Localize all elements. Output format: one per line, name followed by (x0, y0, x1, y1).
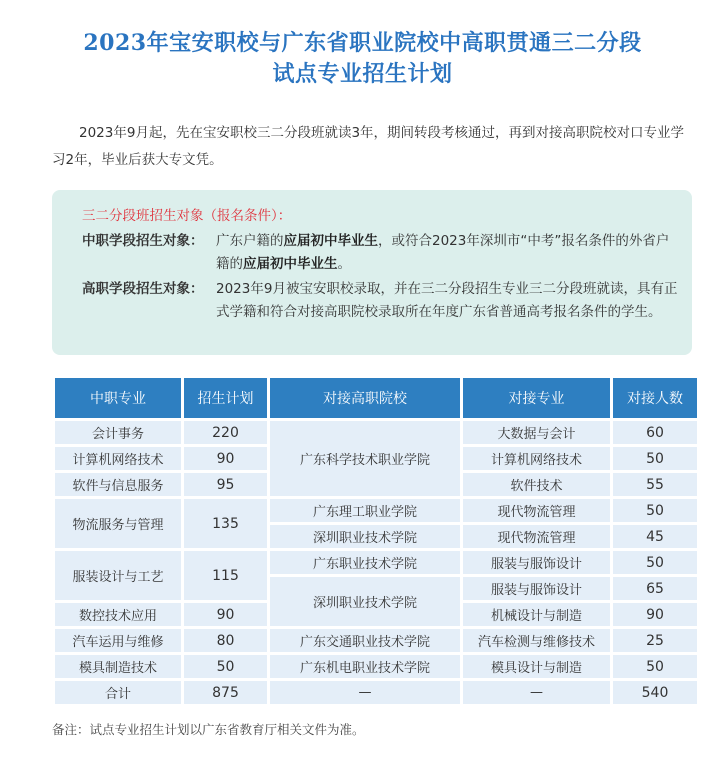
enrollment-table (52, 375, 700, 707)
text-segment: ，或符合2023年深圳市“中考”报名条件的外省户籍的 (216, 233, 670, 272)
count-cell: 60 (613, 421, 697, 444)
plan-cell: 220 (184, 421, 267, 444)
criteria-higher-text: 2023年9月被宝安职校录取，并在三二分段招生专业三二分段班就读，具有正式学籍和符合对接高职院校录取所在年度广东省普通高考报名条件的学生。 (216, 281, 678, 320)
total-count-cell: 540 (613, 681, 697, 704)
target-major-cell: 机械设计与制造 (463, 603, 610, 626)
criteria-secondary-label: 中职学段招生对象： (82, 233, 204, 249)
header-cell: 对接专业 (463, 378, 610, 418)
target-major-cell: 现代物流管理 (463, 499, 610, 522)
target-major-cell: 服装与服饰设计 (463, 551, 610, 574)
criteria-heading: 三二分段班招生对象（报名条件）： (82, 208, 292, 224)
table-row (55, 551, 697, 574)
count-cell: 90 (613, 603, 697, 626)
major-cell: 物流服务与管理 (55, 499, 181, 548)
header-cell: 招生计划 (184, 378, 267, 418)
criteria-panel (52, 190, 692, 355)
table-row (55, 421, 697, 444)
major-cell: 会计事务 (55, 421, 181, 444)
count-cell: 45 (613, 525, 697, 548)
target-major-cell: 模具设计与制造 (463, 655, 610, 678)
count-cell: 50 (613, 447, 697, 470)
target-major-cell: 汽车检测与维修技术 (463, 629, 610, 652)
plan-cell: 135 (184, 499, 267, 548)
plan-cell: 115 (184, 551, 267, 600)
college-cell: 广东理工职业学院 (270, 499, 460, 522)
count-cell: 50 (613, 499, 697, 522)
college-cell: 广东科学技术职业学院 (270, 421, 460, 496)
criteria-secondary-text (216, 230, 681, 276)
college-cell: 广东机电职业技术学院 (270, 655, 460, 678)
count-cell: 65 (613, 577, 697, 600)
major-cell: 汽车运用与维修 (55, 629, 181, 652)
header-cell: 中职专业 (55, 378, 181, 418)
major-cell: 服装设计与工艺 (55, 551, 181, 600)
plan-cell: 95 (184, 473, 267, 496)
intro-paragraph: 2023年9月起，先在宝安职校三二分段班就读3年，期间转段考核通过，再到对接高职院校对口专业学习2年，毕业后获大专文凭。 (52, 125, 685, 168)
target-major-cell: 软件技术 (463, 473, 610, 496)
table-total-row (55, 681, 697, 704)
text-emphasis: 应届初中毕业生 (283, 233, 378, 249)
count-cell: 50 (613, 655, 697, 678)
college-cell: 深圳职业技术学院 (270, 525, 460, 548)
plan-cell: 80 (184, 629, 267, 652)
header-cell: 对接人数 (613, 378, 697, 418)
target-major-cell: 服装与服饰设计 (463, 577, 610, 600)
plan-cell: 90 (184, 603, 267, 626)
page-title: 2023年宝安职校与广东省职业院校中高职贯通三二分段 (83, 30, 642, 56)
text-segment: 广东户籍的 (216, 233, 284, 249)
total-plan-cell: 875 (184, 681, 267, 704)
target-major-cell: 计算机网络技术 (463, 447, 610, 470)
plan-cell: 50 (184, 655, 267, 678)
total-major-cell: — (463, 681, 610, 704)
total-label-cell: 合计 (55, 681, 181, 704)
text-emphasis: 应届初中毕业生 (243, 256, 338, 272)
total-college-cell: — (270, 681, 460, 704)
target-major-cell: 大数据与会计 (463, 421, 610, 444)
footnote: 备注：试点专业招生计划以广东省教育厅相关文件为准。 (52, 722, 365, 737)
major-cell: 模具制造技术 (55, 655, 181, 678)
count-cell: 50 (613, 551, 697, 574)
table-header-row (55, 378, 697, 418)
text-segment: 。 (337, 256, 351, 272)
page-subtitle: 试点专业招生计划 (272, 61, 453, 87)
major-cell: 软件与信息服务 (55, 473, 181, 496)
count-cell: 25 (613, 629, 697, 652)
target-major-cell: 现代物流管理 (463, 525, 610, 548)
table-row (55, 629, 697, 652)
plan-cell: 90 (184, 447, 267, 470)
criteria-higher-label: 高职学段招生对象： (82, 281, 204, 297)
college-cell: 广东交通职业技术学院 (270, 629, 460, 652)
header-cell: 对接高职院校 (270, 378, 460, 418)
major-cell: 数控技术应用 (55, 603, 181, 626)
college-cell: 深圳职业技术学院 (270, 577, 460, 626)
major-cell: 计算机网络技术 (55, 447, 181, 470)
table-row (55, 655, 697, 678)
college-cell: 广东职业技术学院 (270, 551, 460, 574)
table-row (55, 499, 697, 522)
count-cell: 55 (613, 473, 697, 496)
